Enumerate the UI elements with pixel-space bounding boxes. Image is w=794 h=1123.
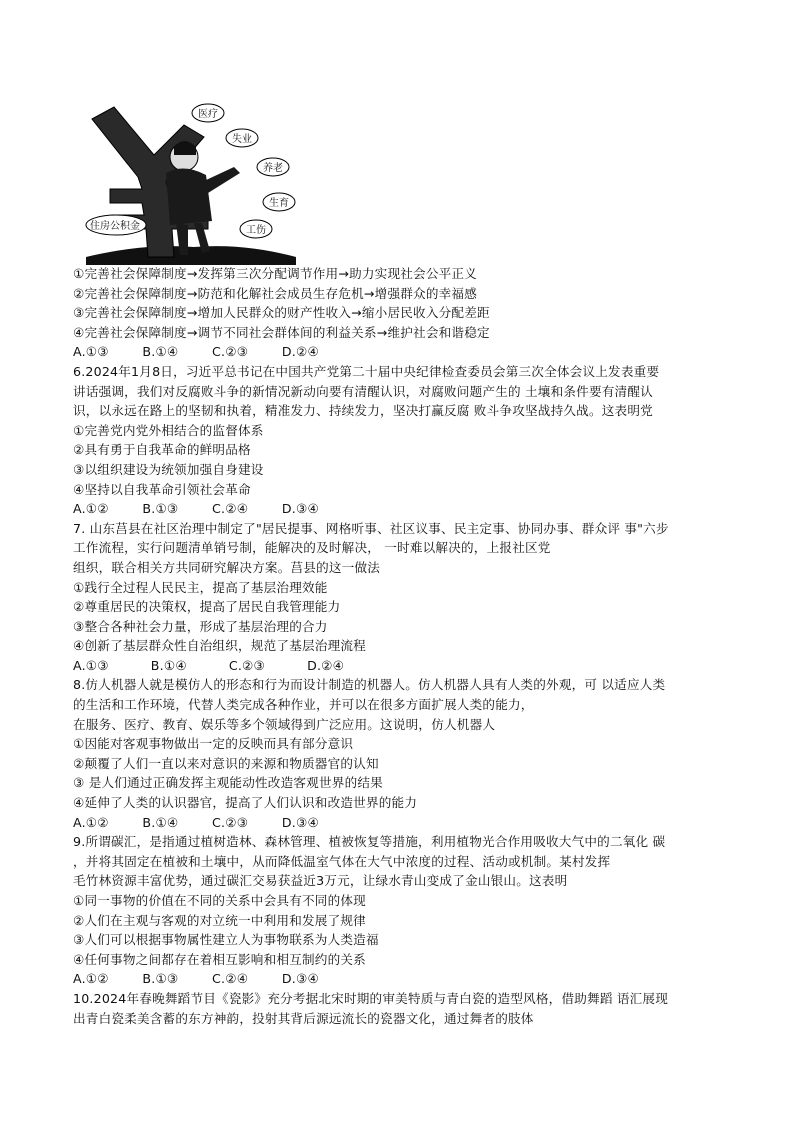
- q6-stem-line-2: 讲话强调，我们对反腐败斗争的新情况新动向要有清醒认识，对腐败问题产生的 土壤和条件要有清醒认: [73, 383, 653, 399]
- q7-stem-line-1: 7. 山东莒县在社区治理中制定了"居民提事、网格听事、社区议事、民主定事、协同办事、群众评 事"六步: [73, 520, 669, 536]
- q9-stem-line-3: 毛竹林资源丰富优势，通过碳汇交易获益近3万元，让绿水青山变成了金山银山。这表明: [73, 873, 568, 889]
- q7-stem-line-3: 组织，联合相关方共同研究解决方案。莒县的这一做法: [73, 559, 381, 575]
- q8-option-1: ①因能对客观事物做出一定的反映而具有部分意识: [73, 736, 354, 752]
- q6-stem-line-1: 6.2024年1月8日，习近平总书记在中国共产党第二十届中央纪律检查委员会第三次全体会议上发表重要: [73, 363, 660, 379]
- q5-option-2: ②完善社会保障制度→防范和化解社会成员生存危机→增强群众的幸福感: [73, 285, 478, 301]
- q7-answer-choices: A.①③ B.①④ C.②③ D.②④: [73, 657, 345, 673]
- label-maternity: 生育: [269, 198, 289, 209]
- q7-option-3: ③整合各种社会力量，形成了基层治理的合力: [73, 618, 328, 634]
- q6-option-4: ④坚持以自我革命引领社会革命: [73, 481, 251, 497]
- q8-option-2: ②颠覆了人们一直以来对意识的来源和物质器官的认知: [73, 755, 379, 771]
- q10-stem-line-2: 出青白瓷柔美含蓄的东方神韵，投射其背后源远流长的瓷器文化，通过舞者的肢体: [73, 1010, 534, 1026]
- person-figure: [166, 141, 240, 255]
- cartoon-illustration: [84, 97, 298, 265]
- q7-option-1: ①践行全过程人民民主，提高了基层治理效能: [73, 579, 328, 595]
- q8-stem-line-2: 的生活和工作环境，代替人类完成各种作业，并可以在很多方面扩展人类的能力，: [73, 697, 534, 713]
- q6-option-1: ①完善党内党外相结合的监督体系: [73, 422, 264, 438]
- q8-option-3: ③ 是人们通过正确发挥主观能动性改造客观世界的结果: [73, 775, 383, 791]
- q9-stem-line-2: ，并将其固定在植被和土壤中，从而降低温室气体在大气中浓度的过程、活动或机制。某村发挥: [73, 853, 611, 869]
- exam-content: [73, 264, 729, 1028]
- label-housing-fund: 住房公积金: [90, 221, 140, 232]
- q5-option-4: ④完善社会保障制度→调节不同社会群体间的利益关系→维护社会和谐稳定: [73, 324, 490, 340]
- q9-option-3: ③人们可以根据事物属性建立人为事物联系为人类造福: [73, 932, 379, 948]
- q7-stem-line-2: 工作流程，实行问题清单销号制，能解决的及时解决， 一时难以解决的，上报社区党: [73, 540, 551, 556]
- q5-answer-choices: A.①③ B.①④ C.②③ D.②④: [73, 344, 319, 360]
- q6-option-2: ②具有勇于自我革命的鲜明品格: [73, 442, 251, 458]
- q9-stem-line-1: 9.所谓碳汇，是指通过植树造林、森林管理、植被恢复等措施，利用植物光合作用吸收大气中的二氧化 碳: [73, 834, 666, 850]
- label-pension: 养老: [263, 163, 283, 174]
- label-work-injury: 工伤: [246, 225, 266, 236]
- q9-option-1: ①同一事物的价值在不同的关系中会具有不同的体现: [73, 893, 366, 908]
- q6-option-3: ③以组织建设为统领加强自身建设: [73, 461, 264, 477]
- q9-answer-choices: A.①② B.①③ C.②④ D.③④: [73, 971, 319, 987]
- q9-option-4: ④任何事物之间都存在着相互影响和相互制约的关系: [73, 951, 366, 967]
- q8-option-4: ④延伸了人类的认识器官，提高了人们认识和改造世界的能力: [73, 795, 418, 811]
- q7-option-2: ②尊重居民的决策权，提高了居民自我管理能力: [73, 599, 341, 615]
- label-unemployment: 失业: [232, 134, 252, 145]
- q5-option-1: ①完善社会保障制度→发挥第三次分配调节作用→助力实现社会公平正义: [73, 266, 478, 281]
- q5-option-3: ③完善社会保障制度→增加人民群众的财产性收入→缩小居民收入分配差距: [73, 305, 490, 321]
- label-medical: 医疗: [198, 109, 218, 120]
- q8-stem-line-3: 在服务、医疗、教育、娱乐等多个领域得到广泛应用。这说明，仿人机器人: [73, 716, 496, 732]
- q7-option-4: ④创新了基层群众性自治组织，规范了基层治理流程: [73, 638, 366, 654]
- q10-stem-line-1: 10.2024年春晚舞蹈节目《瓷影》充分考据北宋时期的审美特质与青白瓷的造型风格，借助舞蹈 语汇展现: [73, 990, 669, 1006]
- q9-option-2: ②人们在主观与客观的对立统一中利用和发展了规律: [73, 912, 366, 928]
- q8-answer-choices: A.①② B.①④ C.②③ D.③④: [73, 814, 319, 830]
- q6-answer-choices: A.①② B.①③ C.②④ D.③④: [73, 501, 319, 517]
- q8-stem-line-1: 8.仿人机器人就是模仿人的形态和行为而设计制造的机器人。仿人机器人具有人类的外观，可 以适应人类: [73, 677, 666, 693]
- q6-stem-line-3: 识，以永远在路上的坚韧和执着，精准发力、持续发力，坚决打赢反腐 败斗争攻坚战持久战。这表明党: [73, 403, 653, 419]
